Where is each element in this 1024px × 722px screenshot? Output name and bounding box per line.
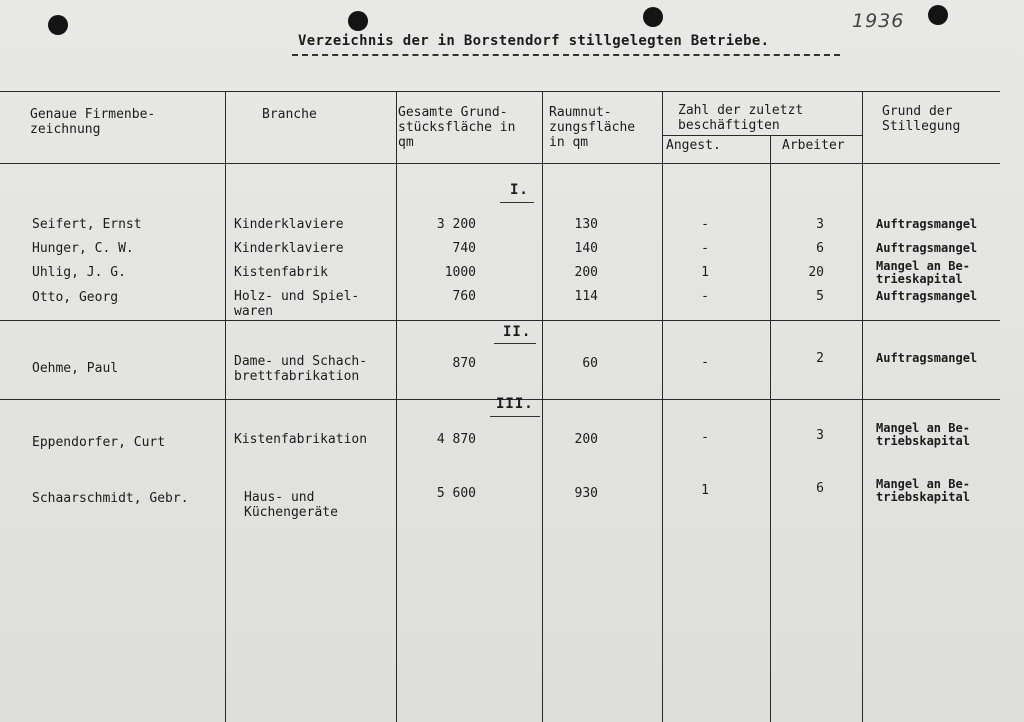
row-branch: Kinderklaviere — [234, 241, 344, 256]
row-firm: Uhlig, J. G. — [32, 265, 126, 280]
section-label: III. — [496, 396, 534, 412]
row-room: 130 — [574, 217, 598, 232]
row-arbeiter: 5 — [816, 289, 824, 304]
row-reason: Auftragsmangel — [876, 289, 978, 303]
punch-hole — [348, 11, 368, 31]
row-land: 760 — [452, 289, 476, 304]
row-arbeiter: 3 — [816, 428, 824, 443]
row-angest: 1 — [701, 483, 709, 498]
row-firm: Oehme, Paul — [32, 361, 119, 376]
title-underline — [292, 54, 840, 56]
row-angest: - — [701, 217, 709, 232]
row-room: 200 — [574, 265, 598, 280]
row-branch: Holz- und Spiel- waren — [234, 289, 360, 319]
row-room: 200 — [574, 432, 598, 447]
row-branch: Kinderklaviere — [234, 217, 344, 232]
section-label-rule — [490, 416, 540, 417]
row-branch: Dame- und Schach- brettfabrikation — [234, 354, 368, 384]
row-land: 870 — [452, 356, 476, 371]
row-angest: 1 — [701, 265, 709, 280]
row-arbeiter: 6 — [816, 481, 824, 496]
row-land: 5 600 — [436, 486, 476, 501]
section-label-rule — [494, 343, 536, 344]
row-land: 1000 — [444, 265, 476, 280]
row-arbeiter: 20 — [808, 265, 824, 280]
column-rule — [770, 135, 771, 722]
header-land: Gesamte Grund- stücksfläche in qm — [398, 105, 516, 150]
row-reason: Mangel an Be- triebskapital — [876, 421, 970, 448]
row-firm: Seifert, Ernst — [32, 217, 142, 232]
punch-hole — [928, 5, 948, 25]
row-room: 60 — [582, 356, 598, 371]
row-reason: Mangel an Be- triebskapital — [876, 477, 970, 504]
document-title: Verzeichnis der in Borstendorf stillgelegten Betriebe. — [298, 33, 770, 49]
column-rule — [225, 91, 226, 722]
row-angest: - — [701, 289, 709, 304]
header-arbeiter: Arbeiter — [782, 138, 845, 153]
header-firm: Genaue Firmenbe- zeichnung — [30, 107, 156, 137]
row-room: 930 — [574, 486, 598, 501]
row-angest: - — [701, 355, 709, 370]
row-land: 3 200 — [436, 217, 476, 232]
header-branch: Branche — [262, 107, 317, 122]
row-firm: Otto, Georg — [32, 290, 119, 305]
column-rule — [396, 91, 397, 722]
row-angest: - — [701, 241, 709, 256]
row-arbeiter: 2 — [816, 351, 824, 366]
column-rule — [662, 91, 663, 722]
section-divider — [0, 320, 1000, 321]
row-firm: Schaarschmidt, Gebr. — [32, 491, 189, 506]
row-branch: Haus- und Küchengeräte — [244, 490, 338, 520]
section-label-rule — [500, 202, 534, 203]
row-reason: Mangel an Be- trieskapital — [876, 259, 970, 286]
row-angest: - — [701, 430, 709, 445]
punch-hole — [643, 7, 663, 27]
punch-hole — [48, 15, 68, 35]
header-room: Raumnut- zungsfläche in qm — [549, 105, 636, 150]
row-firm: Eppendorfer, Curt — [32, 435, 166, 450]
year-note: 1936 — [852, 10, 905, 32]
row-reason: Auftragsmangel — [876, 241, 978, 255]
row-arbeiter: 6 — [816, 241, 824, 256]
row-branch: Kistenfabrik — [234, 265, 328, 280]
table-header-rule — [0, 163, 1000, 164]
row-room: 140 — [574, 241, 598, 256]
row-room: 114 — [574, 289, 598, 304]
table-top-rule — [0, 91, 1000, 92]
section-label: II. — [503, 324, 532, 340]
row-land: 4 870 — [436, 432, 476, 447]
row-land: 740 — [452, 241, 476, 256]
row-branch: Kistenfabrikation — [234, 432, 368, 447]
header-angest: Angest. — [666, 138, 721, 153]
row-reason: Auftragsmangel — [876, 351, 978, 365]
row-firm: Hunger, C. W. — [32, 241, 134, 256]
employed-subrule — [662, 135, 862, 136]
section-label: I. — [510, 182, 529, 198]
header-reason: Grund der Stillegung — [882, 104, 961, 134]
row-arbeiter: 3 — [816, 217, 824, 232]
column-rule — [862, 91, 863, 722]
header-employed: Zahl der zuletzt beschäftigten — [678, 103, 804, 133]
row-reason: Auftragsmangel — [876, 217, 978, 231]
column-rule — [542, 91, 543, 722]
